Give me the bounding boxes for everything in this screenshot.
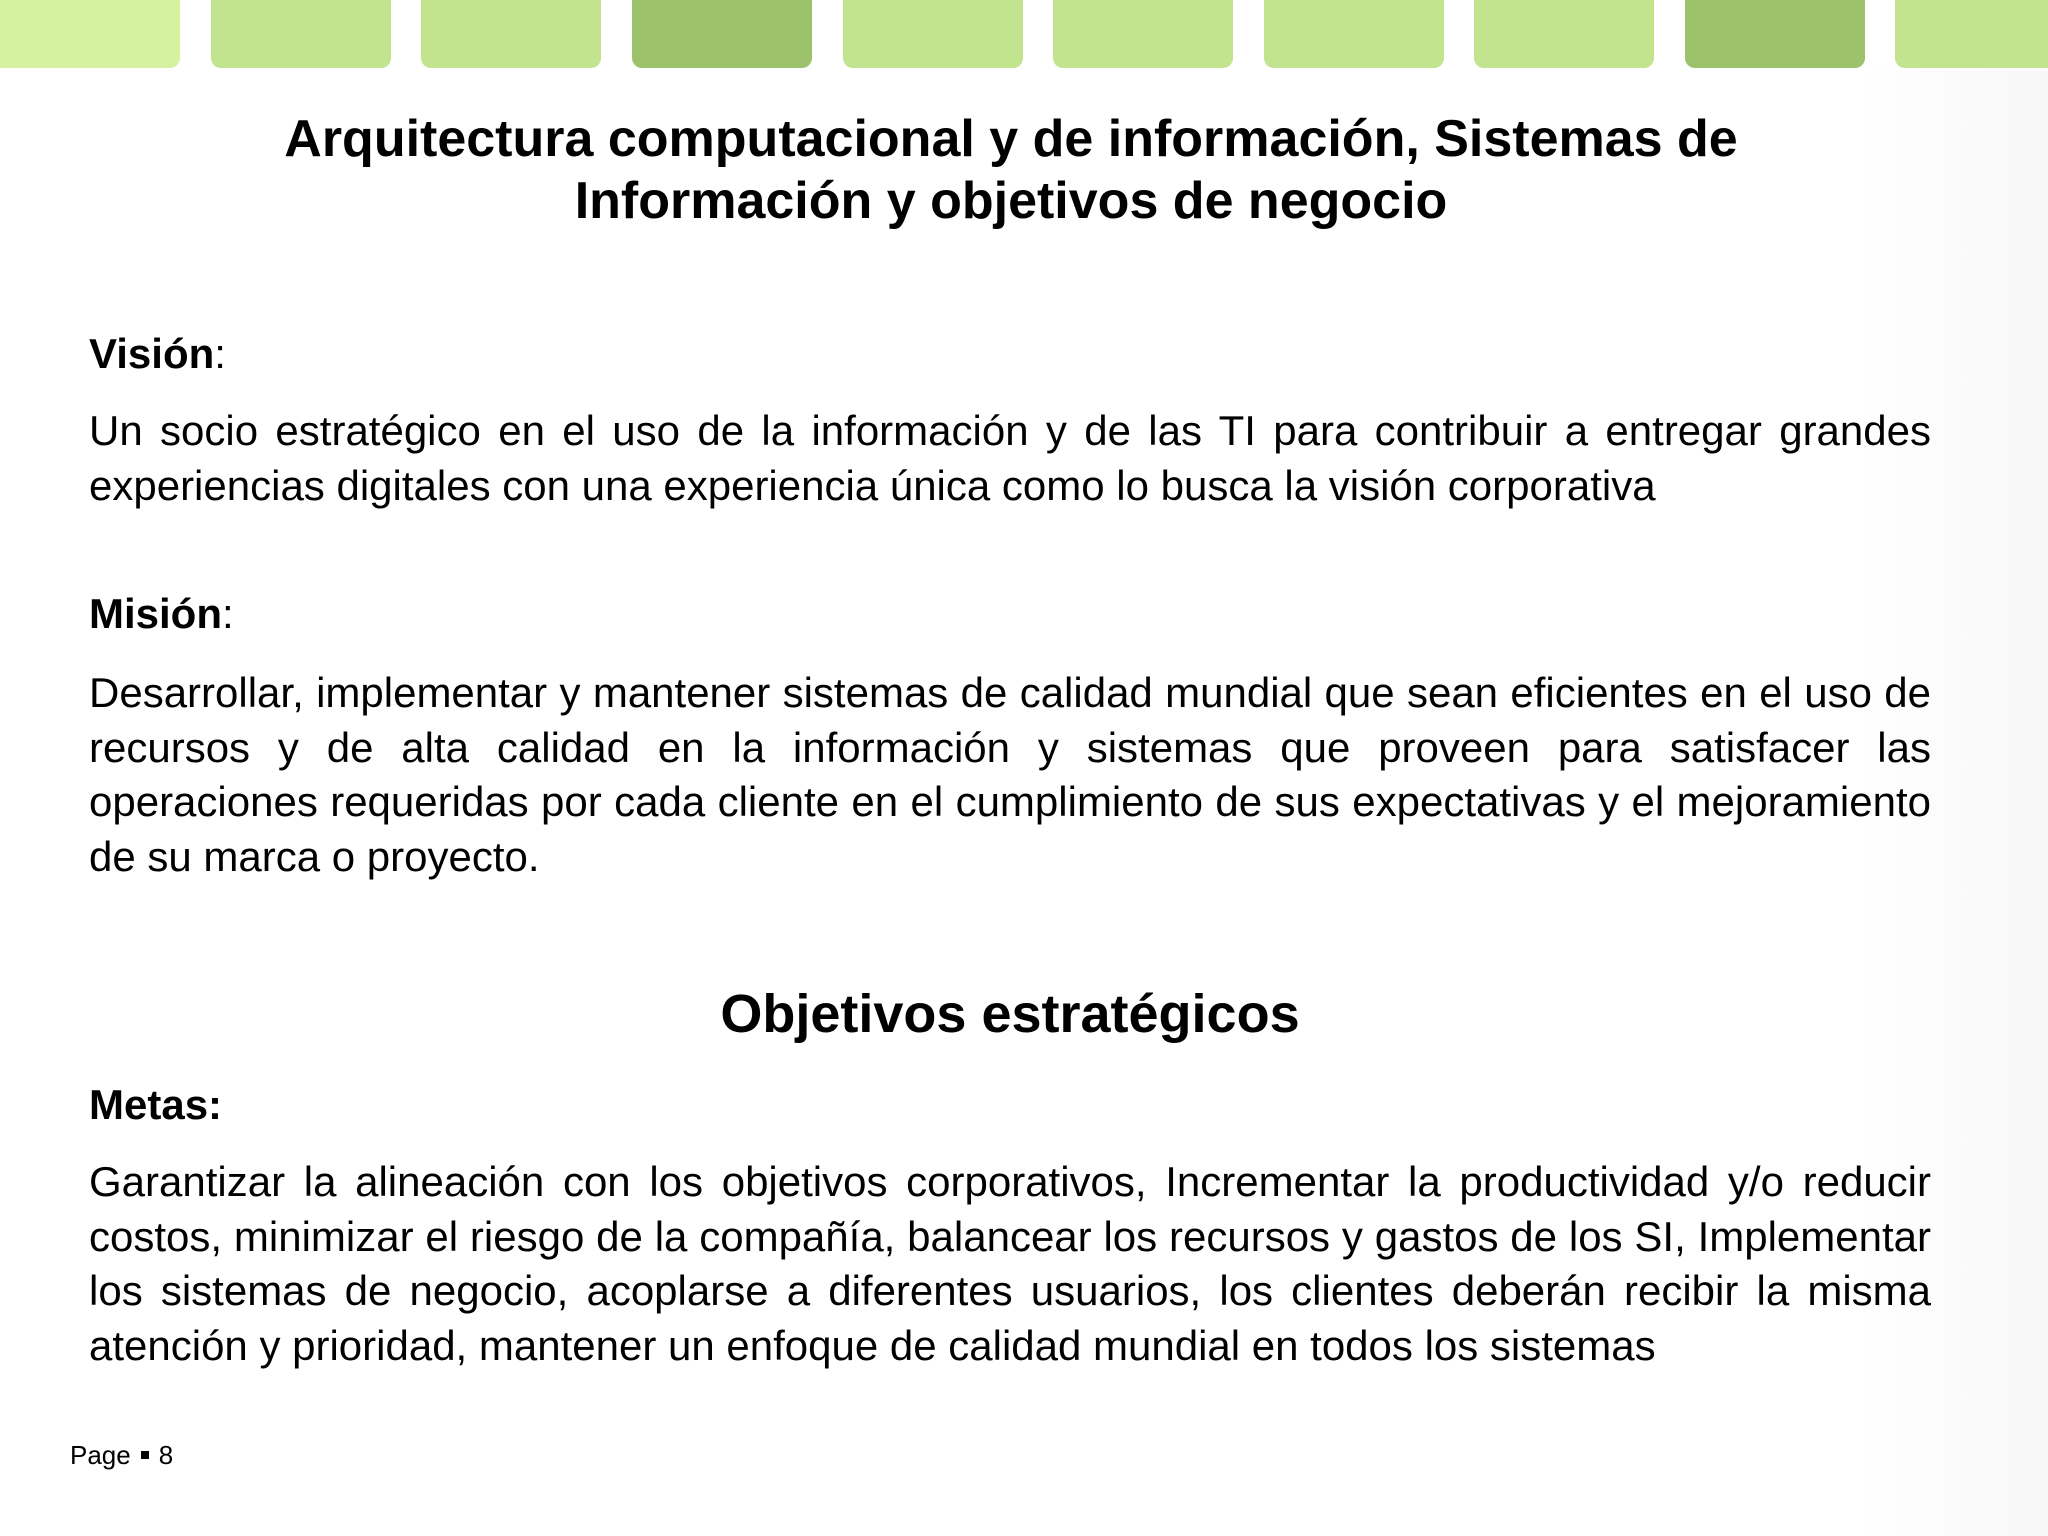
header-tile — [1053, 0, 1233, 68]
page-footer — [70, 1440, 173, 1470]
mision-label — [89, 587, 234, 641]
objetivos-heading: Objetivos estratégicos — [720, 984, 1300, 1044]
metas-label — [89, 1078, 222, 1132]
header-tile — [0, 0, 180, 68]
header-tile — [843, 0, 1023, 68]
header-tile — [1474, 0, 1654, 68]
header-tile — [1895, 0, 2048, 68]
page-number: 8 — [158, 1440, 174, 1470]
slide-title: Arquitectura computacional y de información, Sistemas de Información y objetivos de negocio — [284, 110, 1738, 230]
vision-text: Un socio estratégico en el uso de la información y de las TI para contribuir a entregar grandes experiencias digitales con una experiencia única como lo busca la visión corporativa — [89, 407, 1931, 509]
header-decoration — [0, 0, 2048, 70]
page-label: Page — [70, 1440, 131, 1470]
header-tile — [421, 0, 601, 68]
mision-text: Desarrollar, implementar y mantener sistemas de calidad mundial que sean eficientes en el uso de recursos y de alta calidad en la información y sistemas que proveen para satisfacer las operaciones requeridas por cada cliente en el cumplimiento de sus expectativas y el mejoramiento de su marca o proyecto. — [89, 669, 1931, 880]
vision-label — [89, 327, 226, 381]
header-tile — [1264, 0, 1444, 68]
header-tile — [211, 0, 391, 68]
page-separator-icon — [141, 1451, 149, 1459]
header-tile — [1685, 0, 1865, 68]
mision-label-colon: : — [222, 590, 234, 637]
vision-label-text: Visión — [89, 330, 215, 377]
mision-label-text: Misión — [89, 590, 222, 637]
metas-text: Garantizar la alineación con los objetivos corporativos, Incrementar la productividad y/o reducir costos, minimizar el riesgo de la compañía, balancear los recursos y gastos de los SI, Implementar los sistemas de negocio, acoplarse a diferentes usuarios, los clientes deberán recibir la misma atención y prioridad, mantener un enfoque de calidad mundial en todos los sistemas — [89, 1158, 1931, 1369]
metas-label-text: Metas: — [89, 1081, 223, 1128]
header-tile — [632, 0, 812, 68]
vision-label-colon: : — [214, 330, 226, 377]
